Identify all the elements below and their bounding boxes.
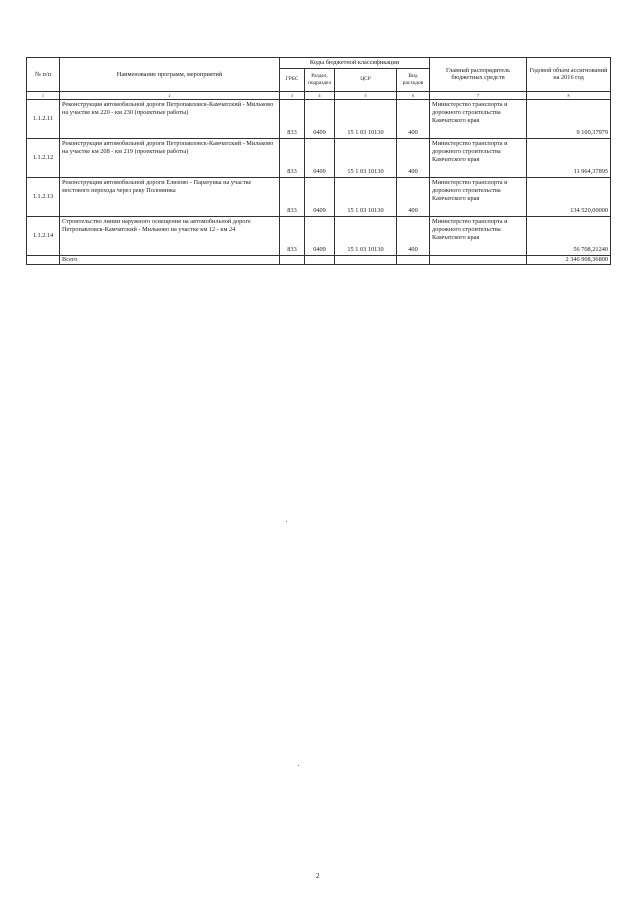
header-razdel: Раздел, подраздел	[305, 68, 335, 91]
row-csr: 15 1 03 10130	[335, 177, 397, 216]
header-csr: ЦСР	[335, 68, 397, 91]
total-blank	[397, 255, 430, 264]
column-number: 6	[397, 91, 430, 99]
row-name: Реконструкция автомобильной дороги Елизово - Паратунка на участке мостового перехода через реку Половинка	[60, 177, 280, 216]
column-number: 3	[280, 91, 305, 99]
row-csr: 15 1 03 10130	[335, 216, 397, 255]
row-csr: 15 1 03 10130	[335, 138, 397, 177]
row-razdel: 0409	[305, 138, 335, 177]
total-blank	[335, 255, 397, 264]
row-num: 1.1.2.14	[27, 216, 60, 255]
header-amount: Годовой объем ассигнований на 2016 год	[527, 58, 611, 92]
row-name: Строительство линии наружного освещения на автомобильной дороге Петропавловск-Камчатский - Мильково на участке км 12 - км 24	[60, 216, 280, 255]
row-amount: 9 100,37979	[527, 99, 611, 138]
header-codes-group: Коды бюджетной классификации	[280, 58, 430, 69]
row-grbs: 833	[280, 216, 305, 255]
total-blank	[280, 255, 305, 264]
scan-speck	[298, 765, 299, 766]
row-vid: 400	[397, 177, 430, 216]
column-number-row	[27, 91, 611, 99]
header-name: Наименование программ, мероприятий	[60, 58, 280, 92]
row-name: Реконструкция автомобильной дороги Петропавловск-Камчатский - Мильково на участке км 208 - км 219 (проектные работы)	[60, 138, 280, 177]
row-grbs: 833	[280, 138, 305, 177]
table-body	[27, 91, 611, 264]
header-num: № п/п	[27, 58, 60, 92]
row-vid: 400	[397, 216, 430, 255]
row-amount: 56 708,21240	[527, 216, 611, 255]
row-vid: 400	[397, 99, 430, 138]
column-number: 2	[60, 91, 280, 99]
total-row	[27, 255, 611, 264]
row-org: Министерство транспорта и дорожного строительства Камчатского края	[430, 177, 527, 216]
row-org: Министерство транспорта и дорожного строительства Камчатского края	[430, 138, 527, 177]
row-num: 1.1.2.11	[27, 99, 60, 138]
page-number: 2	[316, 872, 320, 880]
table-row	[27, 216, 611, 255]
row-csr: 15 1 03 10130	[335, 99, 397, 138]
column-number: 7	[430, 91, 527, 99]
column-number: 8	[527, 91, 611, 99]
scan-speck	[286, 521, 287, 522]
header-org: Главный распорядитель бюджетных средств	[430, 58, 527, 92]
row-grbs: 833	[280, 177, 305, 216]
total-blank	[27, 255, 60, 264]
row-amount: 11 964,37895	[527, 138, 611, 177]
column-number: 5	[335, 91, 397, 99]
budget-table	[26, 57, 611, 265]
row-num: 1.1.2.12	[27, 138, 60, 177]
row-razdel: 0409	[305, 216, 335, 255]
total-blank	[305, 255, 335, 264]
row-razdel: 0409	[305, 99, 335, 138]
table-row	[27, 177, 611, 216]
header-grbs: ГРБС	[280, 68, 305, 91]
row-amount: 134 520,00000	[527, 177, 611, 216]
header-row-top	[27, 58, 611, 69]
column-number: 4	[305, 91, 335, 99]
row-num: 1.1.2.13	[27, 177, 60, 216]
column-number: 1	[27, 91, 60, 99]
table-row	[27, 99, 611, 138]
header-vid: Вид расходов	[397, 68, 430, 91]
total-label: Всего	[60, 255, 280, 264]
row-grbs: 833	[280, 99, 305, 138]
total-blank	[430, 255, 527, 264]
row-name: Реконструкция автомобильной дороги Петропавловск-Камчатский - Мильково на участке км 220 - км 230 (проектные работы)	[60, 99, 280, 138]
table-row	[27, 138, 611, 177]
row-razdel: 0409	[305, 177, 335, 216]
total-amount: 2 346 908,36800	[527, 255, 611, 264]
row-org: Министерство транспорта и дорожного строительства Камчатского края	[430, 99, 527, 138]
row-vid: 400	[397, 138, 430, 177]
row-org: Министерство транспорта и дорожного строительства Камчатского края	[430, 216, 527, 255]
